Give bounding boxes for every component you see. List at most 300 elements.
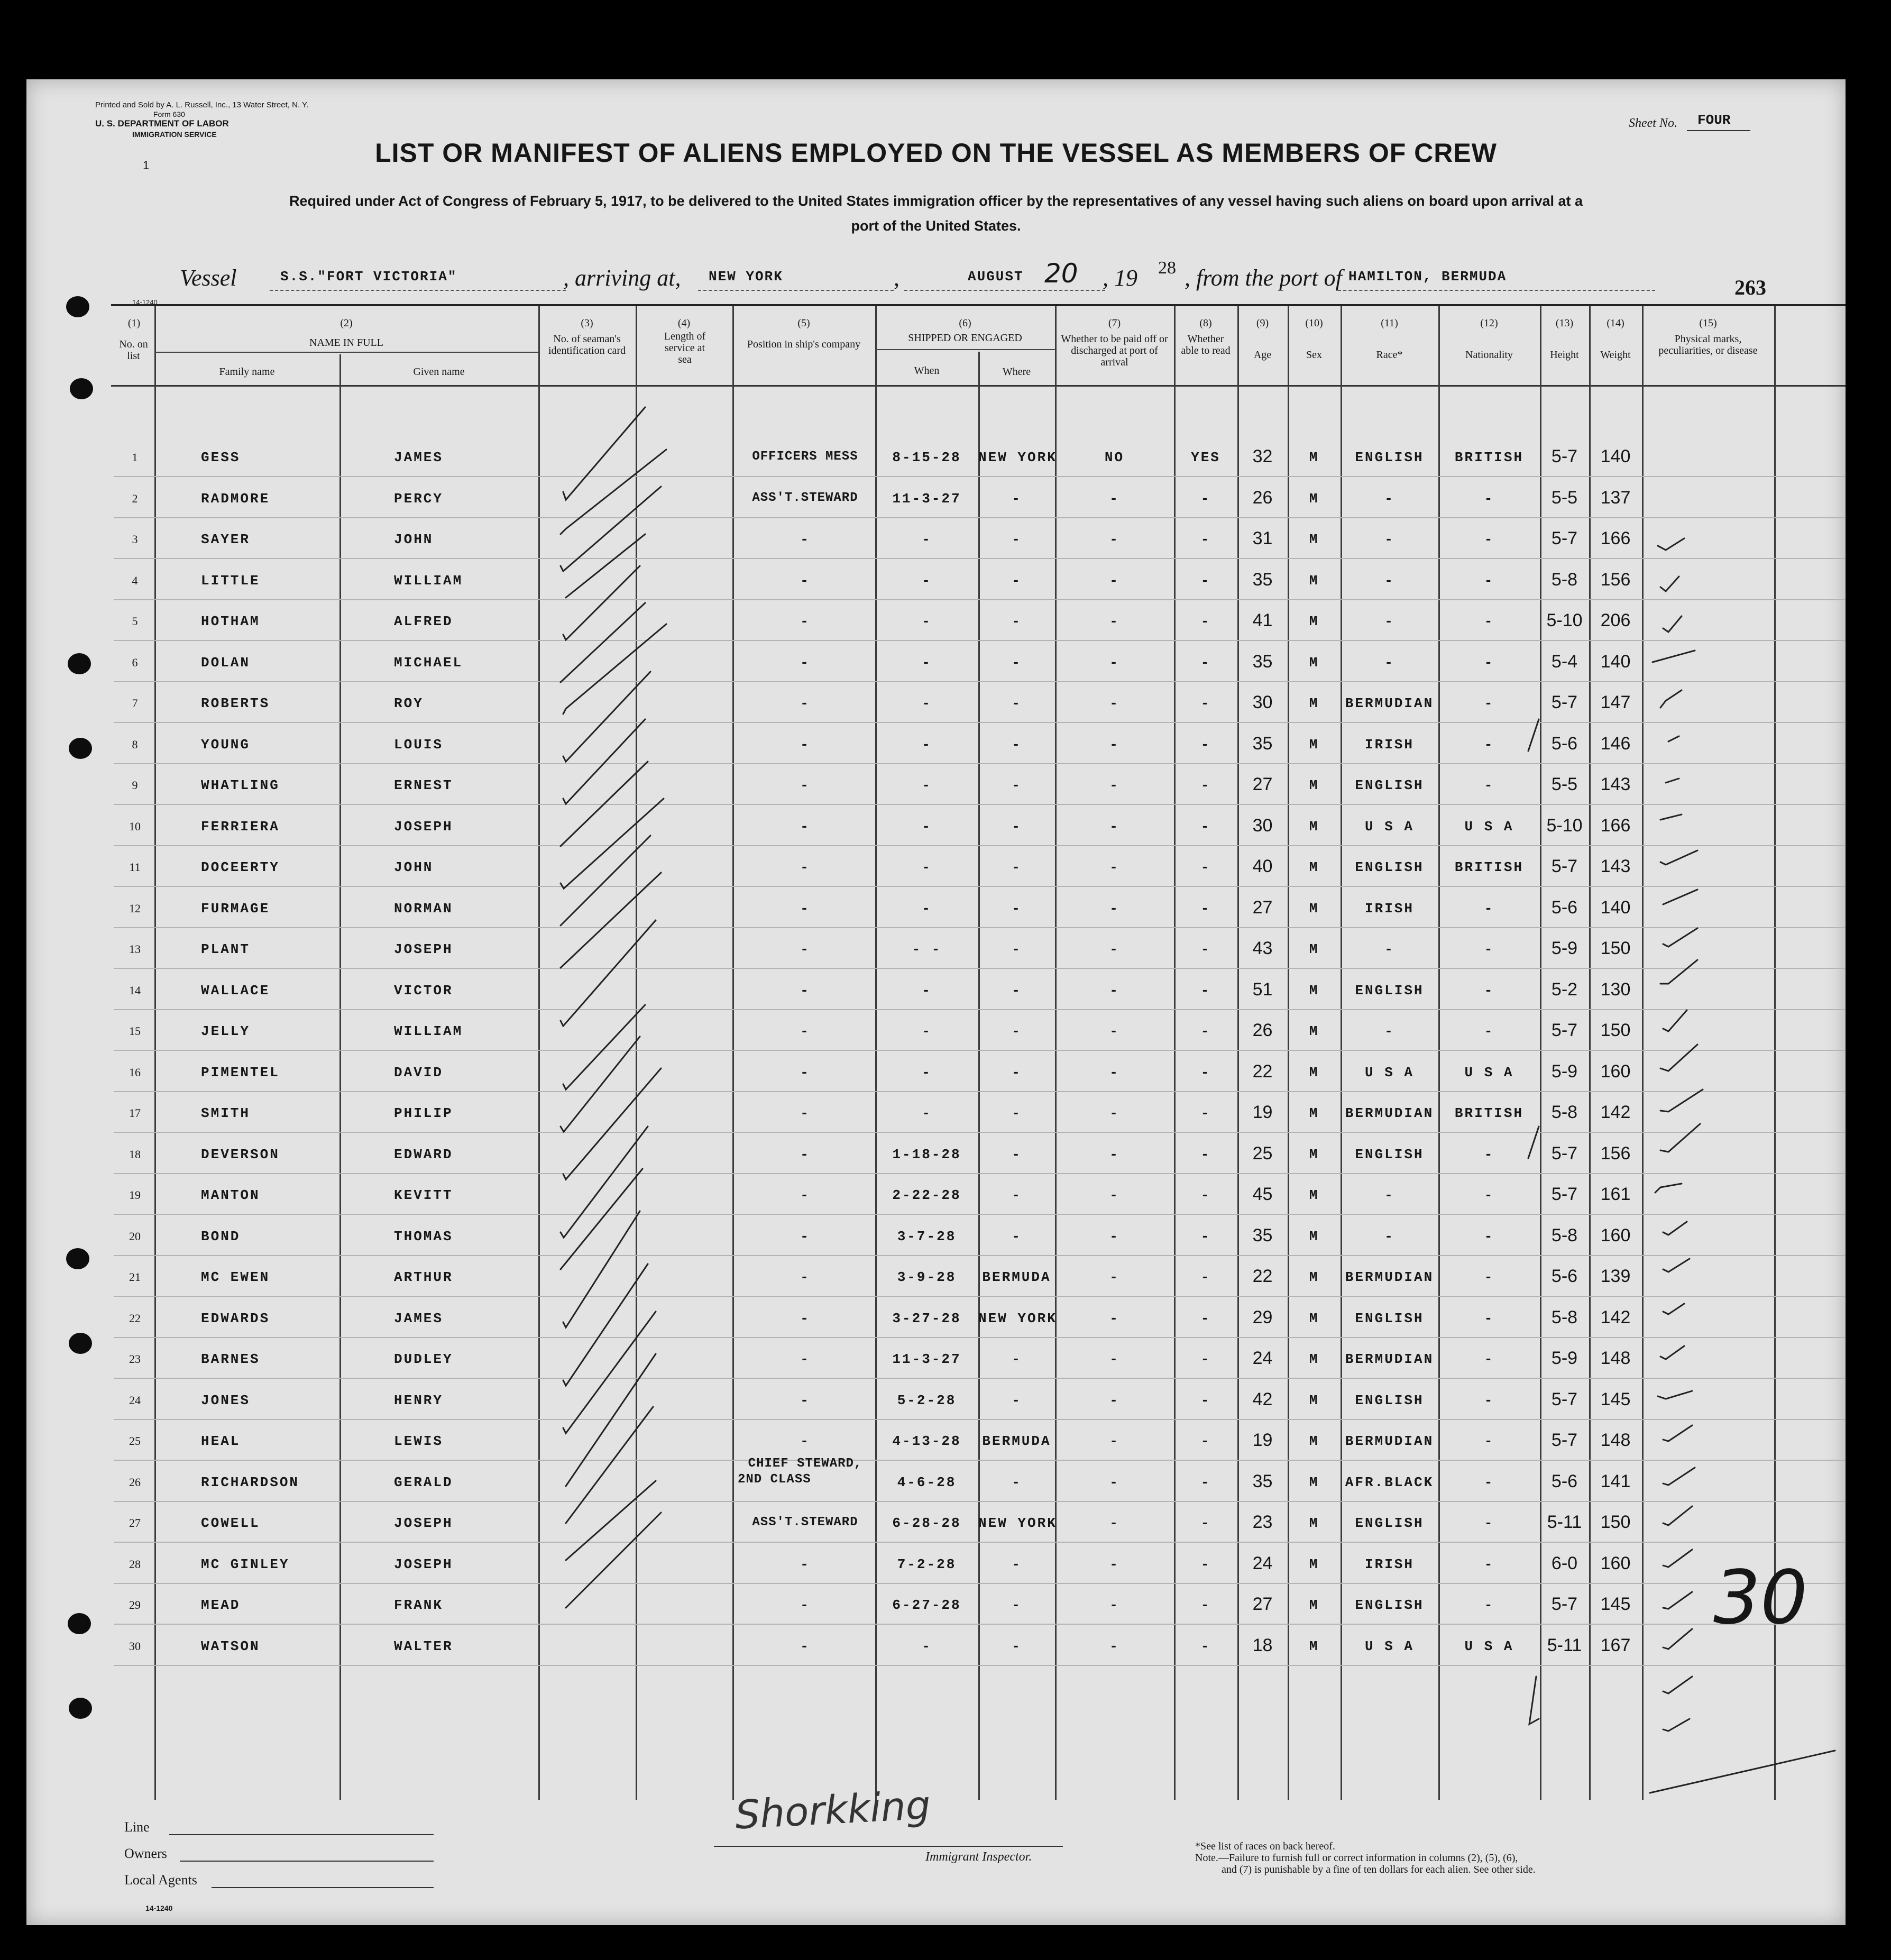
cell-race: BERMUDIAN	[1345, 1433, 1434, 1449]
cell-when: 11-3-27	[892, 490, 961, 507]
cell-weight: 143	[1600, 856, 1631, 876]
cell-when: -	[922, 695, 932, 711]
col-divider	[875, 306, 877, 1800]
cell-height: 5-6	[1551, 1266, 1578, 1286]
row-rule	[114, 1337, 1846, 1338]
col-14-num: (14)	[1607, 317, 1624, 329]
cell-read: -	[1200, 1597, 1211, 1613]
col-11-num: (11)	[1381, 317, 1398, 329]
cell-read: -	[1200, 1351, 1211, 1367]
cell-height: 5-6	[1551, 897, 1578, 918]
row-number: 4	[132, 573, 138, 587]
col-5-header: Position in ship's company	[747, 338, 861, 350]
cell-read: -	[1200, 1310, 1211, 1326]
cell-paid: -	[1109, 1638, 1119, 1654]
col-6-num: (6)	[959, 317, 971, 329]
cell-age: 35	[1252, 733, 1273, 754]
cell-when: -	[922, 654, 932, 671]
cell-position: -	[800, 1269, 810, 1285]
cell-position: ASS'T.STEWARD	[752, 1515, 858, 1529]
cell-when: 11-3-27	[892, 1351, 961, 1367]
cell-height: 5-9	[1551, 1061, 1578, 1082]
cell-given: NORMAN	[394, 900, 453, 917]
cell-sex: M	[1309, 1187, 1319, 1203]
cell-sex: M	[1309, 1146, 1319, 1162]
cell-height: 5-7	[1551, 1143, 1578, 1164]
col-9-header: Age	[1253, 349, 1272, 361]
cell-sex: M	[1309, 450, 1319, 465]
cell-nationality: -	[1484, 532, 1494, 547]
cell-race: ENGLISH	[1355, 450, 1424, 465]
cell-family: RADMORE	[201, 490, 270, 507]
cell-when: -	[922, 736, 932, 753]
row-number: 11	[129, 860, 141, 874]
col-12-num: (12)	[1480, 317, 1498, 329]
cell-weight: 140	[1600, 897, 1631, 918]
cell-where: -	[1012, 654, 1022, 671]
cell-read: -	[1200, 736, 1211, 753]
row-number: 8	[132, 737, 138, 751]
col-14-header: Weight	[1600, 349, 1631, 361]
cell-age: 27	[1252, 1594, 1273, 1614]
col-8-header: Whether able to read	[1181, 333, 1231, 356]
cell-race: IRISH	[1364, 736, 1414, 753]
col-13-header: Height	[1550, 349, 1579, 361]
cell-where: NEW YORK	[978, 450, 1057, 465]
row-number: 23	[129, 1352, 141, 1366]
cell-where: -	[1012, 859, 1022, 875]
cell-family: DOCEERTY	[201, 859, 280, 875]
department: U. S. DEPARTMENT OF LABOR	[95, 118, 229, 129]
cell-height: 5-7	[1551, 856, 1578, 876]
cell-race: ENGLISH	[1355, 982, 1424, 999]
cell-family: MEAD	[201, 1597, 241, 1613]
cell-family: BARNES	[201, 1351, 260, 1367]
cell-paid: -	[1109, 859, 1119, 875]
vessel-name: S.S."FORT VICTORIA"	[280, 269, 457, 285]
nationality-slashes	[1518, 714, 1549, 1751]
cell-position: -	[800, 1023, 810, 1039]
cell-given: WILLIAM	[394, 572, 463, 589]
cell-weight: 160	[1600, 1553, 1631, 1573]
cell-paid: -	[1109, 1310, 1119, 1326]
cell-height: 5-11	[1547, 1512, 1582, 1532]
cell-race: ENGLISH	[1355, 1597, 1424, 1613]
cell-when: 8-15-28	[892, 450, 961, 465]
cell-family: WATSON	[201, 1638, 260, 1654]
cell-age: 31	[1252, 528, 1273, 548]
cell-weight: 156	[1600, 1143, 1631, 1164]
cell-sex: M	[1309, 532, 1319, 547]
cell-where: -	[1012, 1105, 1022, 1121]
cell-age: 26	[1252, 1020, 1273, 1040]
cell-given: JOSEPH	[394, 818, 453, 835]
col-divider	[1341, 306, 1342, 1800]
cell-family: WALLACE	[201, 982, 270, 999]
cell-family: FERRIERA	[201, 818, 280, 835]
cell-given: LOUIS	[394, 736, 444, 753]
cell-weight: 139	[1600, 1266, 1631, 1286]
row-rule	[114, 763, 1846, 764]
col-3-num: (3)	[581, 317, 593, 329]
cell-race: IRISH	[1364, 900, 1414, 917]
col-3-header: No. of seaman's identification card	[548, 333, 626, 356]
cell-read: -	[1200, 1392, 1211, 1408]
cell-given: JOHN	[394, 532, 434, 547]
cell-sex: M	[1309, 1597, 1319, 1613]
cell-weight: 206	[1600, 610, 1631, 630]
footer-note-3: and (7) is punishable by a fine of ten dollars for each alien. See other side.	[1222, 1864, 1536, 1875]
cell-height: 5-8	[1551, 1225, 1578, 1245]
cell-read: -	[1200, 1187, 1211, 1203]
col-11-header: Race*	[1376, 349, 1403, 361]
cell-read: -	[1200, 490, 1211, 507]
cell-where: -	[1012, 900, 1022, 917]
row-number: 2	[132, 491, 138, 505]
row-rule	[114, 804, 1846, 805]
cell-sex: M	[1309, 900, 1319, 917]
footer-agents-underline	[212, 1887, 434, 1888]
cell-nationality: -	[1484, 1146, 1494, 1162]
cell-when: -	[922, 859, 932, 875]
cell-given: GERALD	[394, 1474, 453, 1490]
cell-given: WILLIAM	[394, 1023, 463, 1039]
cell-race: IRISH	[1364, 1556, 1414, 1572]
vessel-label: Vessel	[180, 265, 237, 291]
cell-sex: M	[1309, 736, 1319, 753]
cell-height: 5-7	[1551, 1430, 1578, 1450]
manifest-subtitle-1: Required under Act of Congress of February 5, 1917, to be delivered to the United States immigration officer by the representatives of any vessel having such aliens on board upon arrival at a	[289, 193, 1583, 209]
cell-sex: M	[1309, 859, 1319, 875]
cell-nationality: U S A	[1464, 818, 1514, 835]
cell-family: JONES	[201, 1392, 251, 1408]
col-6b-header: Where	[1002, 366, 1031, 378]
punch-hole	[69, 1698, 92, 1719]
cell-paid: -	[1109, 1105, 1119, 1121]
cell-where: -	[1012, 1064, 1022, 1080]
cell-age: 26	[1252, 487, 1273, 508]
cell-race: ENGLISH	[1355, 859, 1424, 875]
cell-given: ERNEST	[394, 777, 453, 793]
row-number: 25	[129, 1434, 141, 1448]
col-12-header: Nationality	[1465, 349, 1513, 361]
cell-when: 3-7-28	[897, 1228, 957, 1244]
cell-race: U S A	[1364, 1064, 1414, 1080]
cell-when: -	[922, 818, 932, 835]
cell-race: -	[1384, 1187, 1394, 1203]
cell-family: HOTHAM	[201, 613, 260, 629]
cell-race: ENGLISH	[1355, 1515, 1424, 1531]
row-rule	[114, 927, 1846, 928]
cell-nationality: -	[1484, 572, 1494, 589]
cell-family: PLANT	[201, 941, 251, 957]
cell-age: 18	[1252, 1635, 1273, 1655]
cell-sex: M	[1309, 695, 1319, 711]
cell-weight: 140	[1600, 651, 1631, 672]
cell-family: SAYER	[201, 532, 251, 547]
cell-weight: 145	[1600, 1389, 1631, 1409]
cell-where: -	[1012, 941, 1022, 957]
cell-height: 5-10	[1546, 815, 1583, 836]
cell-family: ROBERTS	[201, 695, 270, 711]
cell-height: 5-7	[1551, 1594, 1578, 1614]
cell-weight: 150	[1600, 938, 1631, 958]
cell-read: -	[1200, 982, 1211, 999]
row-rule	[114, 558, 1846, 559]
row-rule	[114, 1460, 1846, 1461]
cell-paid: -	[1109, 1023, 1119, 1039]
cell-given: JOSEPH	[394, 1556, 453, 1572]
cell-age: 19	[1252, 1430, 1273, 1450]
cell-race: ENGLISH	[1355, 777, 1424, 793]
cell-sex: M	[1309, 490, 1319, 507]
col-15-header: Physical marks, peculiarities, or disease	[1658, 333, 1758, 356]
cell-age: 41	[1252, 610, 1273, 630]
cell-family: EDWARDS	[201, 1310, 270, 1326]
cell-height: 5-5	[1551, 774, 1578, 794]
row-rule	[114, 1009, 1846, 1010]
cell-weight: 147	[1600, 692, 1631, 712]
cell-when: -	[922, 777, 932, 793]
col-15-num: (15)	[1699, 317, 1717, 329]
corner-mark: 1	[143, 159, 150, 172]
cell-given: JAMES	[394, 450, 444, 465]
row-rule	[114, 599, 1846, 600]
inspector-underline	[714, 1846, 1063, 1847]
cell-given: HENRY	[394, 1392, 444, 1408]
col-1-num: (1)	[127, 317, 141, 329]
row-rule	[114, 1378, 1846, 1379]
row-number: 26	[129, 1475, 141, 1489]
row-rule	[114, 640, 1846, 641]
cell-race: BERMUDIAN	[1345, 1105, 1434, 1121]
col-divider	[1642, 306, 1644, 1800]
row-rule	[114, 1214, 1846, 1215]
row-number: 17	[129, 1106, 141, 1120]
cell-paid: -	[1109, 613, 1119, 629]
cell-sex: M	[1309, 654, 1319, 671]
punch-hole	[66, 296, 89, 317]
cell-race: -	[1384, 613, 1394, 629]
cell-race: BERMUDIAN	[1345, 1351, 1434, 1367]
row-rule	[114, 1050, 1846, 1051]
cell-nationality: -	[1484, 900, 1494, 917]
cell-nationality: U S A	[1464, 1064, 1514, 1080]
cell-sex: M	[1309, 1105, 1319, 1121]
cell-weight: 166	[1600, 528, 1631, 548]
cell-read: -	[1200, 695, 1211, 711]
cell-nationality: BRITISH	[1454, 859, 1524, 875]
cell-family: MC GINLEY	[201, 1556, 290, 1572]
cell-weight: 160	[1600, 1061, 1631, 1082]
cell-family: PIMENTEL	[201, 1064, 280, 1080]
shipped-subdivider	[875, 349, 1055, 350]
cell-race: -	[1384, 572, 1394, 589]
col-6-header: SHIPPED OR ENGAGED	[908, 332, 1022, 344]
cell-nationality: -	[1484, 654, 1494, 671]
cell-paid: -	[1109, 654, 1119, 671]
cell-given: JOSEPH	[394, 1515, 453, 1531]
punch-hole	[69, 738, 92, 759]
cell-race: ENGLISH	[1355, 1392, 1424, 1408]
cell-given: JOSEPH	[394, 941, 453, 957]
cell-where: -	[1012, 1187, 1022, 1203]
cell-weight: 156	[1600, 569, 1631, 590]
cell-height: 5-8	[1551, 569, 1578, 590]
cell-height: 5-2	[1551, 979, 1578, 1000]
cell-position: -	[800, 1392, 810, 1408]
cell-paid: -	[1109, 1556, 1119, 1572]
cell-age: 27	[1252, 774, 1273, 794]
cell-position: -	[800, 777, 810, 793]
cell-where: -	[1012, 1228, 1022, 1244]
col-divider	[732, 306, 734, 1800]
cell-where: -	[1012, 1597, 1022, 1613]
cell-position: OFFICERS MESS	[752, 450, 858, 464]
cell-paid: -	[1109, 982, 1119, 999]
cell-position: -	[800, 941, 810, 957]
cell-paid: -	[1109, 532, 1119, 547]
row-rule	[114, 1091, 1846, 1092]
cell-position: -	[800, 736, 810, 753]
cell-given: MICHAEL	[394, 654, 463, 671]
cell-position: CHIEF STEWARD,	[748, 1456, 862, 1471]
cell-weight: 160	[1600, 1225, 1631, 1245]
cell-sex: M	[1309, 1474, 1319, 1490]
col-2-header: NAME IN FULL	[309, 337, 383, 349]
cell-nationality: U S A	[1464, 1638, 1514, 1654]
cell-nationality: -	[1484, 1556, 1494, 1572]
cell-position: -	[800, 1433, 810, 1449]
col-2a-header: Family name	[219, 366, 275, 378]
date-underline	[904, 290, 1105, 291]
cell-where: BERMUDA	[982, 1269, 1051, 1285]
cell-read: -	[1200, 1433, 1211, 1449]
cell-read: -	[1200, 1474, 1211, 1490]
cell-nationality: -	[1484, 1515, 1494, 1531]
cell-sex: M	[1309, 1556, 1319, 1572]
row-rule	[114, 1132, 1846, 1133]
cell-read: -	[1200, 1105, 1211, 1121]
cell-sex: M	[1309, 818, 1319, 835]
col-6a-header: When	[914, 365, 940, 377]
row-number: 22	[129, 1311, 141, 1325]
row-number: 18	[129, 1147, 141, 1161]
cell-given: JAMES	[394, 1310, 444, 1326]
manifest-sheet	[26, 79, 1846, 1925]
cell-height: 5-7	[1551, 1389, 1578, 1409]
cell-read: -	[1200, 1515, 1211, 1531]
cell-sex: M	[1309, 777, 1319, 793]
cell-read: -	[1200, 900, 1211, 917]
cell-paid: -	[1109, 900, 1119, 917]
cell-given: KEVITT	[394, 1187, 453, 1203]
cell-when: -	[922, 613, 932, 629]
cell-age: 51	[1252, 979, 1273, 1000]
row-number: 10	[129, 819, 141, 833]
cell-position: -	[800, 818, 810, 835]
stamp-number: 263	[1734, 276, 1766, 299]
cell-when: 1-18-28	[892, 1146, 961, 1162]
cell-where: -	[1012, 736, 1022, 753]
cell-height: 5-6	[1551, 1471, 1578, 1491]
cell-height: 5-7	[1551, 446, 1578, 466]
cell-position: -	[800, 654, 810, 671]
cell-paid: -	[1109, 777, 1119, 793]
printer-line: Printed and Sold by A. L. Russell, Inc., 13 Water Street, N. Y.	[95, 100, 309, 109]
cell-read: -	[1200, 654, 1211, 671]
row-rule	[114, 1501, 1846, 1502]
cell-family: GESS	[201, 450, 241, 465]
row-number: 13	[129, 942, 141, 956]
row-number: 12	[129, 901, 141, 915]
cell-weight: 142	[1600, 1307, 1631, 1327]
cell-given: THOMAS	[394, 1228, 453, 1244]
cell-where: -	[1012, 490, 1022, 507]
cell-when: -	[922, 1064, 932, 1080]
punch-hole	[69, 1333, 92, 1354]
cell-age: 24	[1252, 1553, 1273, 1573]
sheet-number: FOUR	[1697, 112, 1731, 128]
cell-where: -	[1012, 1474, 1022, 1490]
cell-age: 30	[1252, 815, 1273, 836]
cell-family: DEVERSON	[201, 1146, 280, 1162]
cell-family: HEAL	[201, 1433, 241, 1449]
cell-given: ROY	[394, 695, 424, 711]
cell-age: 22	[1252, 1061, 1273, 1082]
cell-when: -	[922, 1638, 932, 1654]
cell-sex: M	[1309, 941, 1319, 957]
cell-when: -	[922, 532, 932, 547]
cell-race: U S A	[1364, 1638, 1414, 1654]
cell-paid: -	[1109, 1351, 1119, 1367]
cell-read: -	[1200, 1556, 1211, 1572]
sheet-label: Sheet No.	[1629, 116, 1677, 130]
cell-weight: 143	[1600, 774, 1631, 794]
row-number: 15	[129, 1024, 141, 1038]
cell-when: -	[922, 572, 932, 589]
cell-when: 4-13-28	[892, 1433, 961, 1449]
cell-where: -	[1012, 613, 1022, 629]
cell-age: 35	[1252, 569, 1273, 590]
cell-position: -	[800, 1310, 810, 1326]
cell-height: 5-10	[1546, 610, 1583, 630]
cell-age: 42	[1252, 1389, 1273, 1409]
col-13-num: (13)	[1555, 317, 1574, 329]
cell-height: 5-11	[1547, 1635, 1582, 1655]
row-number: 28	[129, 1557, 141, 1571]
cell-given: EDWARD	[394, 1146, 453, 1162]
col-5-num: (5)	[797, 317, 810, 329]
cell-where: -	[1012, 1392, 1022, 1408]
cell-paid: -	[1109, 736, 1119, 753]
cell-when: -	[922, 900, 932, 917]
cell-family: SMITH	[201, 1105, 251, 1121]
cell-family: RICHARDSON	[201, 1474, 300, 1490]
cell-nationality: BRITISH	[1454, 450, 1524, 465]
row-number: 27	[129, 1516, 141, 1529]
cell-sex: M	[1309, 1392, 1319, 1408]
cell-age: 24	[1252, 1348, 1273, 1368]
col-divider	[1288, 306, 1289, 1800]
cell-where: -	[1012, 982, 1022, 999]
cell-paid: -	[1109, 490, 1119, 507]
cell-race: BERMUDIAN	[1345, 1269, 1434, 1285]
col-7-num: (7)	[1108, 317, 1121, 329]
handwritten-total: 30	[1713, 1555, 1808, 1641]
cell-race: AFR.BLACK	[1345, 1474, 1434, 1490]
cell-paid: NO	[1104, 450, 1125, 465]
